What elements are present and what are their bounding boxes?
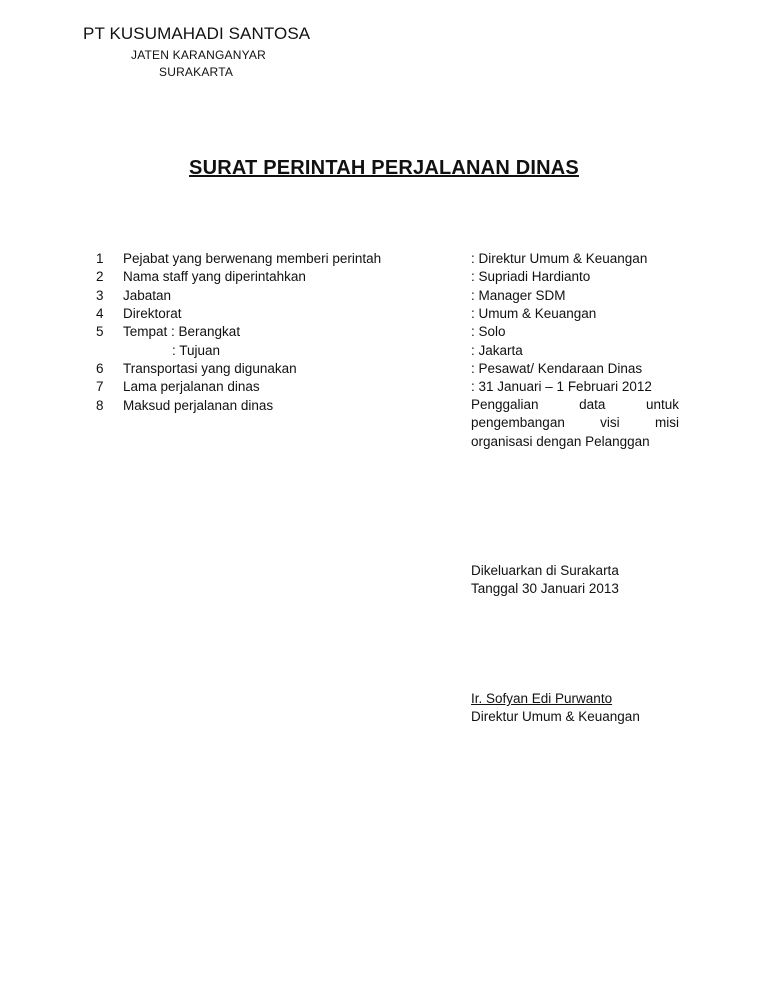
detail-number: 1 bbox=[96, 251, 104, 266]
detail-number: 8 bbox=[96, 397, 104, 413]
detail-value: : Manager SDM bbox=[471, 287, 566, 303]
document-title: SURAT PERINTAH PERJALANAN DINAS bbox=[189, 157, 579, 179]
detail-value: : Solo bbox=[471, 324, 506, 339]
issuance-block bbox=[471, 562, 619, 599]
detail-number: 7 bbox=[96, 379, 104, 394]
detail-label: Nama staff yang diperintahkan bbox=[123, 269, 306, 284]
detail-label: Transportasi yang digunakan bbox=[123, 360, 297, 376]
detail-number: 3 bbox=[96, 287, 104, 303]
company-name: PT KUSUMAHADI SANTOSA bbox=[83, 24, 311, 43]
signature-block bbox=[471, 690, 640, 727]
detail-value: : Umum & Keuangan bbox=[471, 306, 597, 321]
detail-label: Pejabat yang berwenang memberi perintah bbox=[123, 251, 382, 266]
signer-position: Direktur Umum & Keuangan bbox=[471, 709, 640, 725]
purpose-line: pengembangan visi misi bbox=[471, 415, 679, 431]
company-address-line-2: SURAKARTA bbox=[159, 65, 234, 79]
detail-row bbox=[0, 378, 768, 396]
detail-number: 5 bbox=[96, 324, 104, 339]
detail-value: : 31 Januari – 1 Februari 2012 bbox=[471, 379, 652, 394]
detail-value: : Jakarta bbox=[471, 342, 523, 358]
detail-value: : Supriadi Hardianto bbox=[471, 269, 591, 284]
detail-row bbox=[0, 360, 768, 378]
travel-purpose-text bbox=[471, 396, 679, 451]
detail-label: Lama perjalanan dinas bbox=[123, 379, 260, 394]
issued-place: Dikeluarkan di Surakarta bbox=[471, 563, 619, 578]
detail-label: Direktorat bbox=[123, 306, 182, 321]
company-address-line-1: JATEN KARANGANYAR bbox=[131, 48, 266, 62]
detail-label: Tempat : Berangkat bbox=[123, 324, 241, 339]
detail-row bbox=[0, 342, 768, 360]
detail-number: 4 bbox=[96, 306, 104, 321]
issued-date: Tanggal 30 Januari 2013 bbox=[471, 581, 619, 597]
signer-name: Ir. Sofyan Edi Purwanto bbox=[471, 691, 613, 706]
detail-value: : Pesawat/ Kendaraan Dinas bbox=[471, 360, 643, 376]
purpose-line: organisasi dengan Pelanggan bbox=[471, 433, 650, 449]
detail-row bbox=[0, 268, 768, 286]
detail-number: 2 bbox=[96, 269, 104, 284]
detail-label: : Tujuan bbox=[172, 342, 221, 358]
detail-label: Jabatan bbox=[123, 287, 172, 303]
detail-number: 6 bbox=[96, 360, 104, 376]
detail-row bbox=[0, 287, 768, 305]
detail-label: Maksud perjalanan dinas bbox=[123, 397, 274, 413]
detail-row bbox=[0, 250, 768, 268]
detail-row bbox=[0, 323, 768, 341]
purpose-line: Penggalian data untuk bbox=[471, 397, 679, 412]
detail-value: : Direktur Umum & Keuangan bbox=[471, 251, 648, 266]
detail-row bbox=[0, 305, 768, 323]
